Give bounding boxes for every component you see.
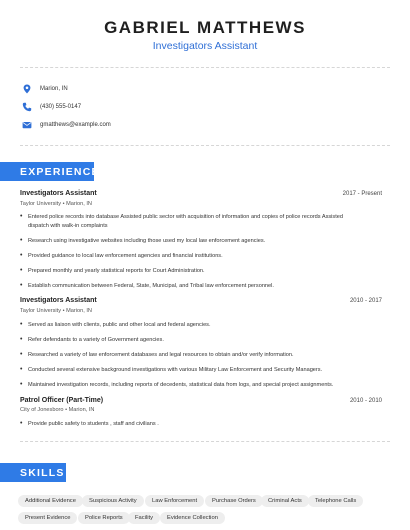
list-item: • Served as liaison with clients, public and other local and federal agencies.: [20, 321, 365, 330]
job-title: Investigators Assistant: [20, 190, 97, 197]
job-org: Taylor University: [20, 201, 62, 207]
job-org-line: Taylor University • Marion, IN: [20, 201, 92, 207]
list-item: • Establish communication between Federal, State, Municipal, and Tribal law enforcement personnel.: [20, 282, 365, 291]
skill-tag: Purchase Orders: [205, 495, 263, 507]
bullet-text: Entered police records into database Assisted public sector with acquisition of information and copies of police records Assisted dispatch with walk-in complaints: [28, 214, 343, 229]
list-item: • Prepared monthly and yearly statistical reports for Court Administration.: [20, 267, 365, 276]
list-item: • Provide public safety to students , staff and civilians .: [20, 420, 365, 429]
job-dates: 2010 - 2017: [349, 298, 382, 304]
job-org-line: Taylor University • Marion, IN: [20, 308, 92, 314]
skill-tag: Law Enforcement: [145, 495, 204, 507]
contact-location: [22, 83, 68, 95]
job-org: City of Jonesboro: [20, 407, 64, 413]
job-location: Marion, IN: [66, 308, 92, 314]
job-title: Investigators Assistant: [20, 297, 97, 304]
skill-tag: Present Evidence: [18, 512, 77, 524]
list-item: • Maintained investigation records, including reports of decedents, statistical data from logs, and special project assignments.: [20, 381, 365, 390]
list-item: • Conducted several extensive background investigations with various Military Law Enforcement and Security Managers.: [20, 366, 365, 375]
location-pin-icon: [22, 84, 32, 94]
job-dates: 2017 - Present: [342, 191, 382, 197]
list-item: • Provided guidance to local law enforcement agencies and financial institutions.: [20, 252, 365, 261]
skills-heading: SKILLS: [0, 463, 66, 482]
experience-divider: [20, 441, 390, 442]
bullet-text: Served as liaison with clients, public and other local and federal agencies.: [28, 322, 211, 328]
header-divider: [20, 67, 390, 68]
job-location: Marion, IN: [66, 201, 92, 207]
phone-text: (430) 555-0147: [40, 104, 82, 110]
candidate-role: Investigators Assistant: [152, 40, 258, 52]
bullet-text: Research using investigative websites including those used my local law enforcement agencies.: [28, 238, 266, 244]
phone-icon: [22, 102, 32, 112]
list-item: • Entered police records into database Assisted public sector with acquisition of information and copies of police records Assisted dispatch with walk-in complaints: [20, 213, 365, 230]
candidate-name: GABRIEL MATTHEWS: [104, 18, 306, 37]
bullet-text: Establish communication between Federal, State, Municipal, and Tribal law enforcement personnel.: [28, 283, 274, 289]
skill-tag: Police Reports: [78, 512, 130, 524]
email-icon: [22, 120, 32, 130]
skill-tag: Evidence Collection: [160, 512, 225, 524]
contact-phone: [22, 101, 81, 113]
experience-heading: EXPERIENCE: [0, 162, 94, 181]
bullet-text: Maintained investigation records, including reports of decedents, statistical data from logs, and special project assignments.: [28, 382, 334, 388]
bullet-text: Provided guidance to local law enforcement agencies and financial institutions.: [28, 253, 223, 259]
job-org: Taylor University: [20, 308, 62, 314]
contact-email: [22, 119, 111, 131]
list-item: • Research using investigative websites including those used my local law enforcement agencies.: [20, 237, 365, 246]
skill-tag: Telephone Calls: [308, 495, 363, 507]
skill-tag: Criminal Acts: [261, 495, 309, 507]
job-title: Patrol Officer (Part-Time): [20, 397, 104, 404]
list-item: • Refer defendants to a variety of Government agencies.: [20, 336, 365, 345]
bullet-text: Conducted several extensive background investigations with various Military Law Enforcement and Security Managers.: [28, 367, 323, 373]
job-location: Marion, IN: [68, 407, 95, 413]
bullet-text: Provide public safety to students , staff and civilians .: [28, 421, 159, 427]
location-text: Marion, IN: [40, 86, 68, 92]
bullet-text: Prepared monthly and yearly statistical reports for Court Administration.: [28, 268, 205, 274]
skill-tag: Facility: [128, 512, 160, 524]
list-item: • Researched a variety of law enforcement databases and legal resources to obtain and/or verify information.: [20, 351, 365, 360]
skill-tag: Suspicious Activity: [82, 495, 144, 507]
email-text: gmatthews@example.com: [40, 122, 111, 128]
job-org-line: City of Jonesboro • Marion, IN: [20, 407, 95, 413]
contact-divider: [20, 145, 390, 146]
bullet-text: Researched a variety of law enforcement databases and legal resources to obtain and/or verify information.: [28, 352, 294, 358]
skill-tag: Additional Evidence: [18, 495, 83, 507]
bullet-text: Refer defendants to a variety of Government agencies.: [28, 337, 164, 343]
job-dates: 2010 - 2010: [349, 398, 382, 404]
